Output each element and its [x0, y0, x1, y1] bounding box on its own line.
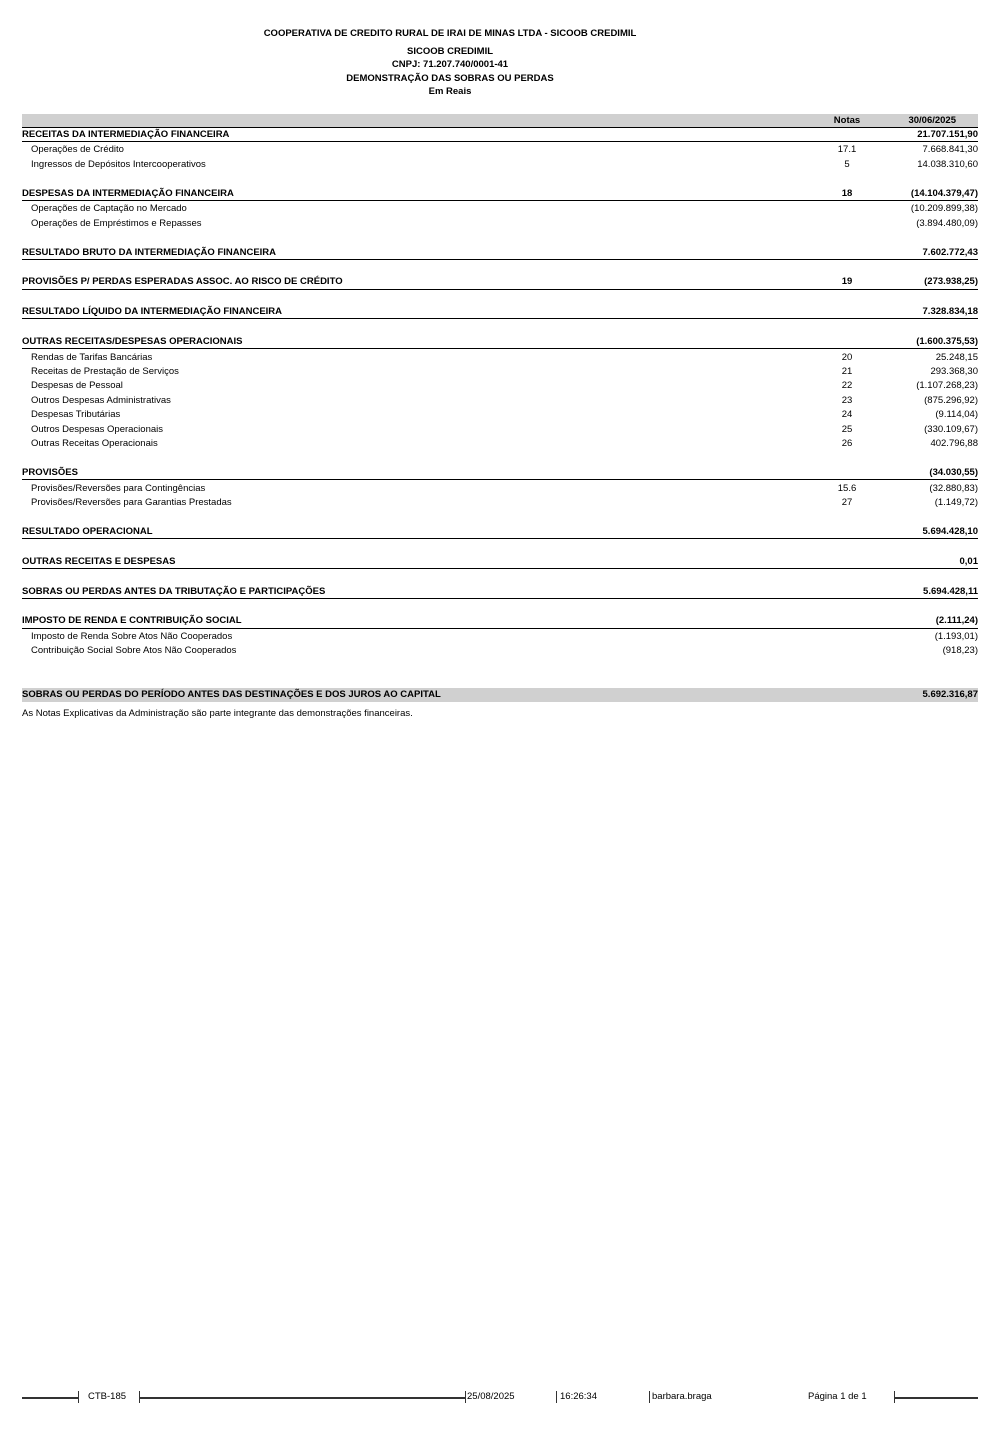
line-item-row: [22, 202, 978, 216]
row-value: (3.894.480,09): [916, 217, 978, 229]
footer-tick: [649, 1391, 650, 1403]
line-item-row: [22, 365, 978, 379]
section-row: [22, 187, 978, 201]
date-column-header: 30/06/2025: [908, 115, 956, 126]
row-label: Operações de Empréstimos e Repasses: [31, 217, 202, 229]
row-label: OUTRAS RECEITAS E DESPESAS: [22, 555, 176, 567]
row-note: 27: [841, 496, 853, 508]
row-note: 19: [841, 276, 853, 288]
row-value: (1.193,01): [934, 630, 978, 642]
section-row: [22, 466, 978, 480]
row-label: Outras Receitas Operacionais: [31, 438, 158, 450]
company-name: COOPERATIVA DE CREDITO RURAL DE IRAI DE MINAS LTDA - SICOOB CREDIMIL: [263, 28, 637, 39]
spacer-row: [22, 261, 978, 275]
row-value: (875.296,92): [924, 394, 978, 406]
row-note: 24: [841, 409, 853, 421]
total-row: [22, 688, 978, 702]
section-row: [22, 335, 978, 349]
print-date: 25/08/2025: [467, 1391, 515, 1402]
row-label: Imposto de Renda Sobre Atos Não Cooperados: [31, 630, 233, 642]
footer-rule: [139, 1397, 465, 1399]
row-value: 14.038.310,60: [917, 158, 978, 170]
row-note: 17.1: [837, 144, 857, 156]
footer-rule: [22, 1397, 78, 1399]
row-label: Operações de Captação no Mercado: [31, 203, 187, 215]
spacer-row: [22, 321, 978, 335]
row-value: (1.107.268,23): [916, 380, 978, 392]
line-item-row: [22, 423, 978, 437]
row-label: Operações de Crédito: [31, 144, 124, 156]
row-value: (1.600.375,53): [916, 336, 978, 348]
section-row: [22, 275, 978, 289]
report-title: DEMONSTRAÇÃO DAS SOBRAS OU PERDAS: [346, 73, 554, 84]
table-header: [22, 114, 978, 128]
row-label: RECEITAS DA INTERMEDIAÇÃO FINANCEIRA: [22, 129, 230, 140]
line-item-row: [22, 158, 978, 172]
spacer-row: [22, 291, 978, 305]
row-value: 0,01: [959, 555, 978, 567]
row-note: 20: [841, 351, 853, 363]
row-label: Outros Despesas Operacionais: [31, 423, 164, 435]
print-time: 16:26:34: [560, 1391, 597, 1402]
row-label: RESULTADO BRUTO DA INTERMEDIAÇÃO FINANCEIRA: [22, 246, 277, 258]
line-item-row: [22, 143, 978, 157]
row-label: Outros Despesas Administrativas: [31, 394, 171, 406]
line-item-row: [22, 437, 978, 451]
line-item-row: [22, 351, 978, 365]
footer-rule: [894, 1397, 978, 1399]
row-value: 21.707.151,90: [917, 129, 978, 140]
section-row: [22, 128, 978, 142]
row-label: Provisões/Reversões para Garantias Prestadas: [31, 496, 232, 508]
row-label: Contribuição Social Sobre Atos Não Cooperados: [31, 645, 237, 657]
row-value: 402.796,88: [930, 438, 978, 450]
spacer-row: [22, 231, 978, 245]
row-note: 25: [841, 423, 853, 435]
row-label: Rendas de Tarifas Bancárias: [31, 351, 153, 363]
footer-tick: [78, 1391, 79, 1403]
row-value: (9.114,04): [935, 409, 978, 421]
row-value: (918,23): [942, 645, 978, 657]
section-row: [22, 525, 978, 539]
row-label: Despesas de Pessoal: [31, 380, 123, 392]
spacer-row: [22, 570, 978, 584]
currency-unit: Em Reais: [428, 86, 472, 97]
line-item-row: [22, 379, 978, 393]
row-value: 7.602.772,43: [922, 246, 978, 258]
spacer-row: [22, 540, 978, 554]
row-value: (2.111,24): [935, 615, 978, 627]
page-number: Página 1 de 1: [808, 1391, 867, 1402]
row-note: 23: [841, 394, 853, 406]
line-item-row: [22, 630, 978, 644]
spacer-row: [22, 659, 978, 673]
section-row: [22, 305, 978, 319]
row-value: (32.880,83): [929, 482, 978, 494]
row-label: PROVISÕES: [22, 467, 78, 479]
line-item-row: [22, 408, 978, 422]
short-name: SICOOB CREDIMIL: [406, 46, 494, 57]
section-row: [22, 555, 978, 569]
user-name: barbara.braga: [652, 1391, 712, 1402]
row-value: (273.938,25): [924, 276, 978, 288]
row-label: Despesas Tributárias: [31, 409, 121, 421]
row-value: (14.104.379,47): [910, 187, 978, 199]
notes-column-header: Notas: [833, 115, 861, 126]
section-row: [22, 614, 978, 628]
row-label: Provisões/Reversões para Contingências: [31, 482, 206, 494]
row-value: (330.109,67): [924, 423, 978, 435]
row-note: 26: [841, 438, 853, 450]
footnote: As Notas Explicativas da Administração são parte integrante das demonstrações financeiras.: [22, 708, 413, 719]
spacer-row: [22, 673, 978, 687]
section-row: [22, 585, 978, 599]
row-value: 5.692.316,87: [922, 688, 978, 700]
row-note: 18: [841, 187, 853, 199]
row-value: (10.209.899,38): [910, 203, 978, 215]
row-value: 7.668.841,30: [922, 144, 978, 156]
page-footer: [0, 1390, 1000, 1406]
row-note: 21: [841, 366, 853, 377]
row-label: IMPOSTO DE RENDA E CONTRIBUIÇÃO SOCIAL: [22, 615, 242, 627]
row-value: 5.694.428,10: [922, 525, 978, 537]
row-label: SOBRAS OU PERDAS DO PERÍODO ANTES DAS DESTINAÇÕES E DOS JUROS AO CAPITAL: [22, 688, 441, 700]
spacer-row: [22, 172, 978, 186]
line-item-row: [22, 394, 978, 408]
spacer-row: [22, 600, 978, 614]
line-item-row: [22, 482, 978, 496]
line-item-row: [22, 496, 978, 510]
report-code: CTB-185: [88, 1391, 127, 1402]
row-value: 5.694.428,11: [923, 585, 978, 597]
row-label: Receitas de Prestação de Serviços: [31, 366, 179, 377]
spacer-row: [22, 452, 978, 466]
spacer-row: [22, 510, 978, 524]
row-label: OUTRAS RECEITAS/DESPESAS OPERACIONAIS: [22, 336, 243, 348]
row-value: 7.328.834,18: [922, 306, 978, 318]
row-value: (34.030,55): [929, 467, 978, 479]
row-note: 22: [841, 380, 853, 392]
row-value: (1.149,72): [934, 496, 978, 508]
row-note: 15.6: [837, 482, 857, 494]
row-label: Ingressos de Depósitos Intercooperativos: [31, 158, 206, 170]
row-label: SOBRAS OU PERDAS ANTES DA TRIBUTAÇÃO E PARTICIPAÇÕES: [22, 585, 326, 597]
row-value: 25.248,15: [935, 351, 978, 363]
row-label: RESULTADO OPERACIONAL: [22, 525, 153, 537]
footer-tick: [556, 1391, 557, 1403]
line-item-row: [22, 644, 978, 658]
row-label: PROVISÕES P/ PERDAS ESPERADAS ASSOC. AO RISCO DE CRÉDITO: [22, 276, 343, 288]
row-label: RESULTADO LÍQUIDO DA INTERMEDIAÇÃO FINANCEIRA: [22, 306, 283, 318]
cnpj: CNPJ: 71.207.740/0001-41: [391, 59, 509, 70]
row-value: 293.368,30: [930, 366, 978, 377]
section-row: [22, 246, 978, 260]
statement-table: [22, 114, 978, 702]
row-label: DESPESAS DA INTERMEDIAÇÃO FINANCEIRA: [22, 187, 234, 199]
line-item-row: [22, 217, 978, 231]
row-note: 5: [844, 158, 850, 170]
